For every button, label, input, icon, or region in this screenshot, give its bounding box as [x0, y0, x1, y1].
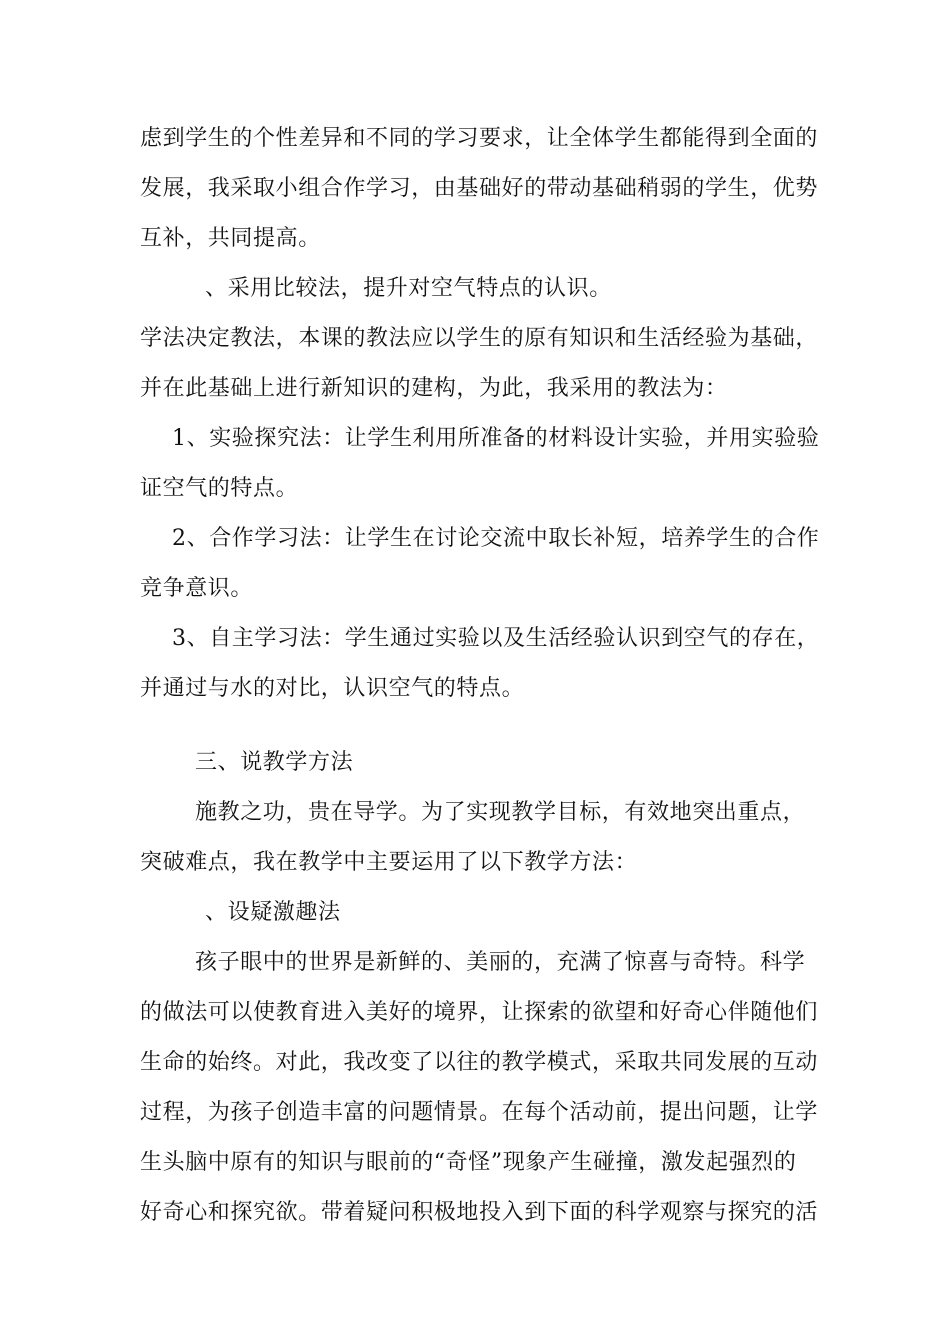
body-text-line: 生头脑中原有的知识与眼前的“奇怪”现象产生碰撞，激发起强烈的: [140, 1150, 797, 1175]
body-text-line: 发展，我采取小组合作学习，由基础好的带动基础稍弱的学生，优势: [140, 176, 819, 201]
section-heading: 三、说教学方法: [195, 750, 354, 775]
body-text-line: 生命的始终。对此，我改变了以往的教学模式，采取共同发展的互动: [140, 1050, 819, 1075]
body-text-line: 好奇心和探究欲。带着疑问积极地投入到下面的科学观察与探究的活: [140, 1200, 819, 1225]
body-text-line: 并在此基础上进行新知识的建构，为此，我采用的教法为：: [140, 376, 728, 401]
subsection-heading: 、采用比较法，提升对空气特点的认识。: [205, 276, 612, 301]
body-text-line: 施教之功，贵在导学。为了实现教学目标，有效地突出重点，: [195, 800, 806, 825]
body-text-line: 并通过与水的对比，认识空气的特点。: [140, 676, 525, 701]
list-item-1: 1、实验探究法：让学生利用所准备的材料设计实验，并用实验验: [172, 426, 820, 451]
body-text-line: 证空气的特点。: [140, 476, 299, 501]
body-text-line: 虑到学生的个性差异和不同的学习要求，让全体学生都能得到全面的: [140, 126, 819, 151]
body-text-line: 突破难点，我在教学中主要运用了以下教学方法：: [140, 850, 638, 875]
body-text-line: 竞争意识。: [140, 576, 254, 601]
body-text-line: 学法决定教法，本课的教法应以学生的原有知识和生活经验为基础，: [140, 326, 819, 351]
body-text-line: 孩子眼中的世界是新鲜的、美丽的，充满了惊喜与奇特。科学: [195, 950, 806, 975]
body-text-line: 的做法可以使教育进入美好的境界，让探索的欲望和好奇心伴随他们: [140, 1000, 819, 1025]
list-item-3: 3、自主学习法：学生通过实验以及生活经验认识到空气的存在，: [172, 626, 820, 651]
body-text-line: 互补，共同提高。: [140, 226, 321, 251]
subsection-heading: 、设疑激趣法: [205, 900, 341, 925]
list-item-2: 2、合作学习法：让学生在讨论交流中取长补短，培养学生的合作: [172, 526, 820, 551]
body-text-line: 过程，为孩子创造丰富的问题情景。在每个活动前，提出问题，让学: [140, 1100, 819, 1125]
